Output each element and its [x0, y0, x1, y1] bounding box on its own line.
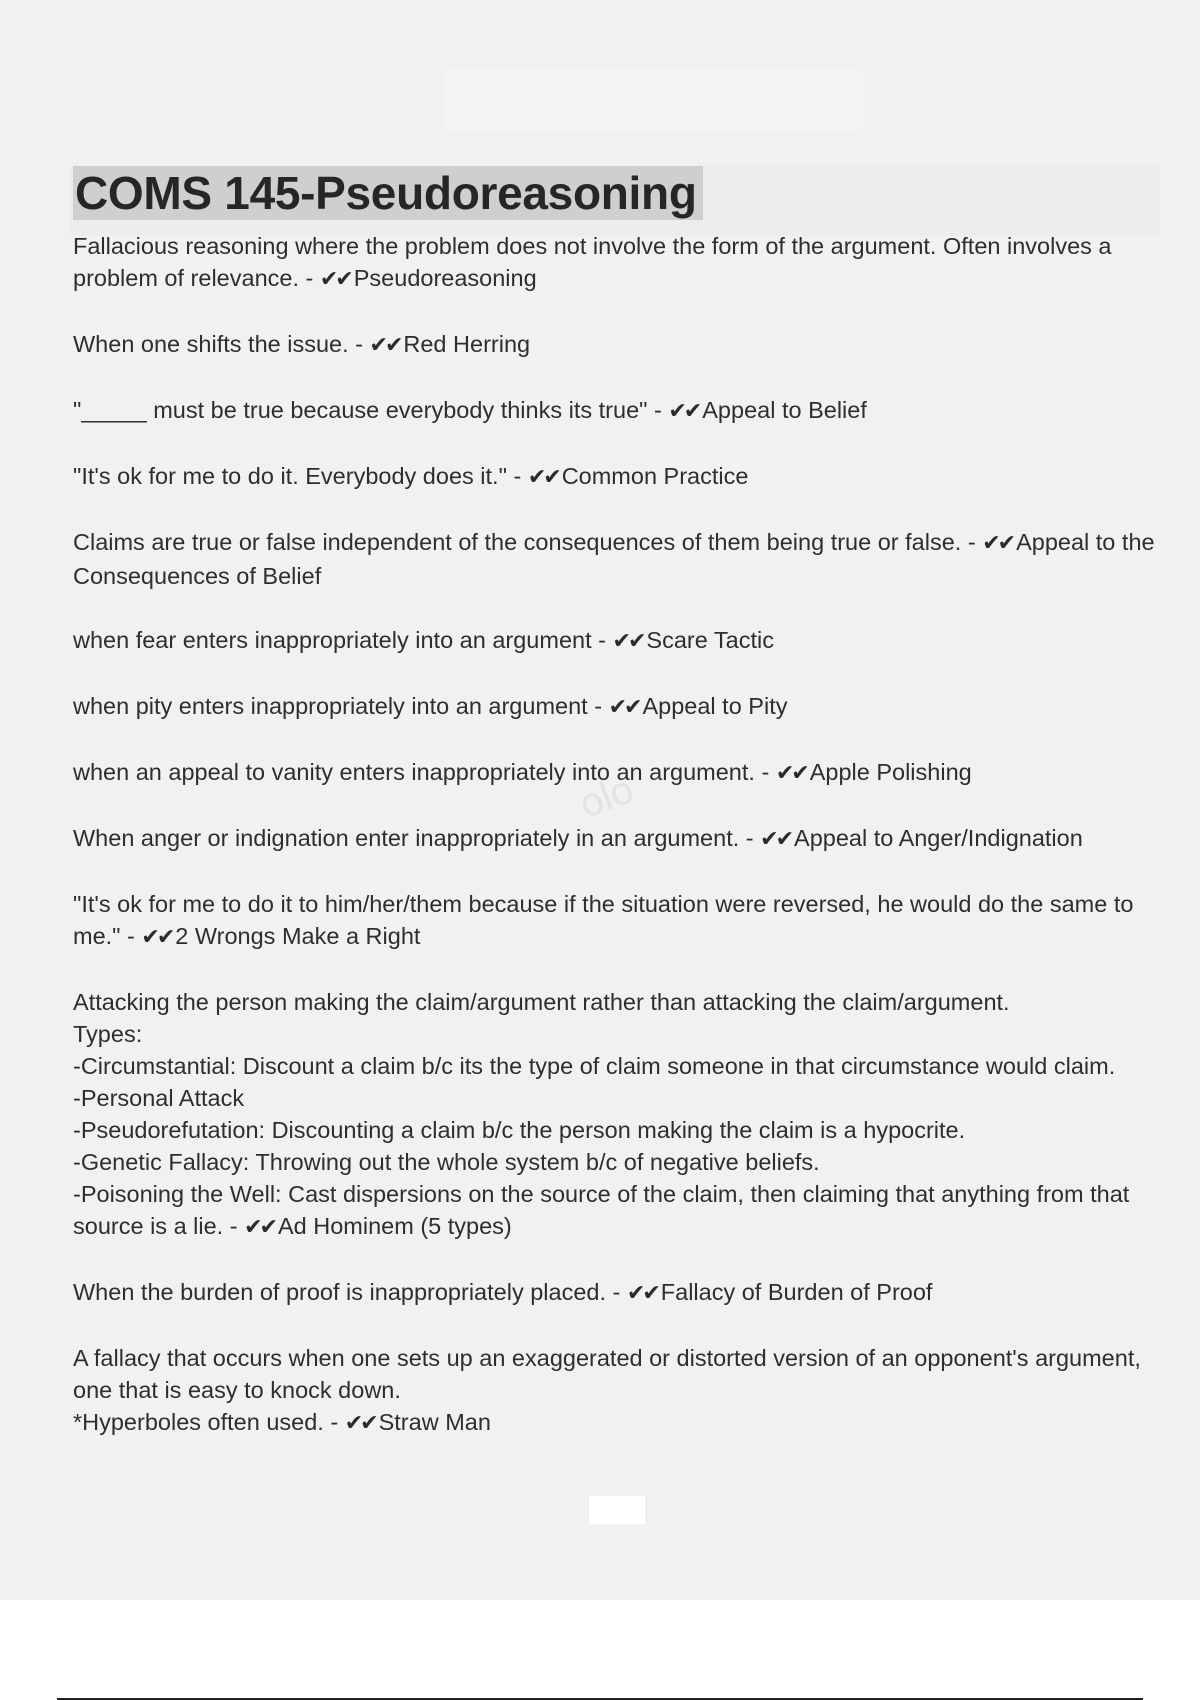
flashcard-separator: -	[606, 1279, 627, 1305]
flashcard-question-line	[73, 624, 1173, 658]
double-check-icon: ✔✔	[626, 1281, 658, 1306]
flashcard-question-text: -Genetic Fallacy: Throwing out the whole system b/c of negative beliefs.	[73, 1149, 820, 1175]
flashcard-question-text: when an appeal to vanity enters inappropriately into an argument.	[73, 759, 755, 785]
flashcard-separator: -	[647, 397, 669, 423]
flashcard-answer: Common Practice	[561, 463, 749, 489]
flashcard-separator: -	[754, 759, 776, 785]
flashcard-question-line	[73, 986, 1173, 1018]
flashcard-answer: Appeal to Anger/Indignation	[794, 825, 1083, 851]
flashcard-question-text: -Pseudorefutation: Discounting a claim b/c the person making the claim is a hypocrite.	[73, 1117, 966, 1143]
flashcard	[73, 822, 1173, 856]
flashcard	[73, 394, 1173, 428]
flashcard-answer: Pseudoreasoning	[353, 265, 537, 291]
flashcard-separator: -	[587, 693, 609, 719]
header-placeholder	[443, 70, 863, 130]
double-check-icon: ✔✔	[775, 761, 807, 786]
flashcard-separator: -	[591, 627, 613, 653]
flashcard	[73, 624, 1173, 658]
flashcard-question-line	[73, 1050, 1173, 1082]
flashcard-question-line	[73, 1114, 1173, 1146]
double-check-icon: ✔✔	[760, 827, 792, 852]
flashcard-separator: -	[298, 265, 320, 291]
flashcard-question-line	[73, 230, 1173, 296]
flashcard-question-text: Types:	[73, 1021, 143, 1047]
flashcard	[73, 1276, 1173, 1310]
flashcard-question-line	[73, 1146, 1173, 1178]
flashcard	[73, 328, 1173, 362]
double-check-icon: ✔✔	[612, 629, 644, 654]
flashcard-question-line	[73, 460, 1173, 494]
flashcard-separator: -	[348, 331, 370, 357]
flashcard-answer: Ad Hominem (5 types)	[277, 1213, 512, 1239]
flashcard-question-text: *Hyperboles often used.	[73, 1409, 324, 1435]
flashcard-question-text: -Personal Attack	[73, 1085, 245, 1111]
flashcard-question-line	[73, 1082, 1173, 1114]
flashcard-answer: Straw Man	[378, 1409, 491, 1435]
flashcard-question-text: "It's ok for me to do it to him/her/them because if the situation were reversed, he would do the same to me."	[73, 891, 1134, 949]
flashcard-question-text: when pity enters inappropriately into an argument	[73, 693, 588, 719]
double-check-icon: ✔✔	[344, 1411, 376, 1436]
flashcard-answer: Appeal to Pity	[642, 693, 788, 719]
flashcard-question-line	[73, 1276, 1173, 1310]
flashcard	[73, 1342, 1173, 1440]
flashcard-question-text: A fallacy that occurs when one sets up an exaggerated or distorted version of an opponent's argument, one that is easy to knock down.	[73, 1345, 1141, 1403]
flashcard-question-line	[73, 1018, 1173, 1050]
flashcard-question-text: When anger or indignation enter inappropriately in an argument.	[73, 825, 740, 851]
flashcard-question-text: "It's ok for me to do it. Everybody does it."	[73, 463, 507, 489]
flashcard-separator: -	[961, 529, 983, 555]
flashcard-question-line	[73, 394, 1173, 428]
double-check-icon: ✔✔	[141, 925, 173, 950]
flashcard-question-line	[73, 1178, 1173, 1244]
flashcard	[73, 230, 1173, 296]
flashcard-separator: -	[223, 1213, 245, 1239]
flashcard	[73, 526, 1173, 592]
flashcard	[73, 460, 1173, 494]
flashcard-list	[73, 230, 1173, 1472]
page-title: COMS 145-Pseudoreasoning	[73, 166, 703, 220]
flashcard-question-text: Claims are true or false independent of the consequences of them being true or false.	[73, 529, 962, 555]
flashcard-question-text: Fallacious reasoning where the problem does not involve the form of the argument. Often involves a problem of relevance.	[73, 233, 1112, 291]
double-check-icon: ✔✔	[982, 531, 1014, 556]
flashcard-separator: -	[506, 463, 528, 489]
double-check-icon: ✔✔	[527, 465, 559, 490]
flashcard-answer: 2 Wrongs Make a Right	[175, 923, 421, 949]
flashcard-question-line	[73, 1342, 1173, 1406]
footer-placeholder	[589, 1496, 645, 1524]
flashcard-answer: Appeal to Belief	[702, 397, 867, 423]
flashcard-question-line	[73, 822, 1173, 856]
flashcard	[73, 888, 1173, 954]
flashcard-answer: Red Herring	[403, 331, 531, 357]
flashcard-question-text: Attacking the person making the claim/argument rather than attacking the claim/argument.	[73, 989, 1010, 1015]
flashcard-question-text: -Poisoning the Well: Cast dispersions on the source of the claim, then claiming that anything from that source is a lie.	[73, 1181, 1130, 1239]
flashcard-answer: Appeal to the Consequences of Belief	[73, 529, 1155, 589]
flashcard-question-line	[73, 756, 1173, 790]
flashcard-separator: -	[739, 825, 761, 851]
flashcard-separator: -	[120, 923, 142, 949]
flashcard-answer: Apple Polishing	[809, 759, 972, 785]
double-check-icon: ✔✔	[244, 1215, 275, 1240]
double-check-icon: ✔✔	[608, 695, 640, 720]
flashcard	[73, 756, 1173, 790]
flashcard-question-line	[73, 526, 1173, 592]
flashcard-question-text: "_____ must be true because everybody thinks its true"	[73, 397, 648, 423]
flashcard-question-text: When one shifts the issue.	[73, 331, 349, 357]
double-check-icon: ✔✔	[319, 267, 351, 292]
flashcard-separator: -	[323, 1409, 345, 1435]
double-check-icon: ✔✔	[668, 399, 700, 424]
double-check-icon: ✔✔	[369, 333, 401, 358]
flashcard-question-text: -Circumstantial: Discount a claim b/c its the type of claim someone in that circumstance would claim.	[73, 1053, 1116, 1079]
flashcard-question-line	[73, 328, 1173, 362]
flashcard-question-line	[73, 888, 1173, 954]
flashcard-question-line	[73, 1406, 1173, 1440]
flashcard-question-line	[73, 690, 1173, 724]
flashcard-question-text: when fear enters inappropriately into an argument	[73, 627, 592, 653]
flashcard	[73, 986, 1173, 1244]
flashcard-answer: Fallacy of Burden of Proof	[660, 1279, 933, 1305]
flashcard-answer: Scare Tactic	[646, 627, 774, 653]
flashcard-question-text: When the burden of proof is inappropriately placed.	[73, 1279, 606, 1305]
watermark: olo	[573, 767, 640, 827]
flashcard	[73, 690, 1173, 724]
